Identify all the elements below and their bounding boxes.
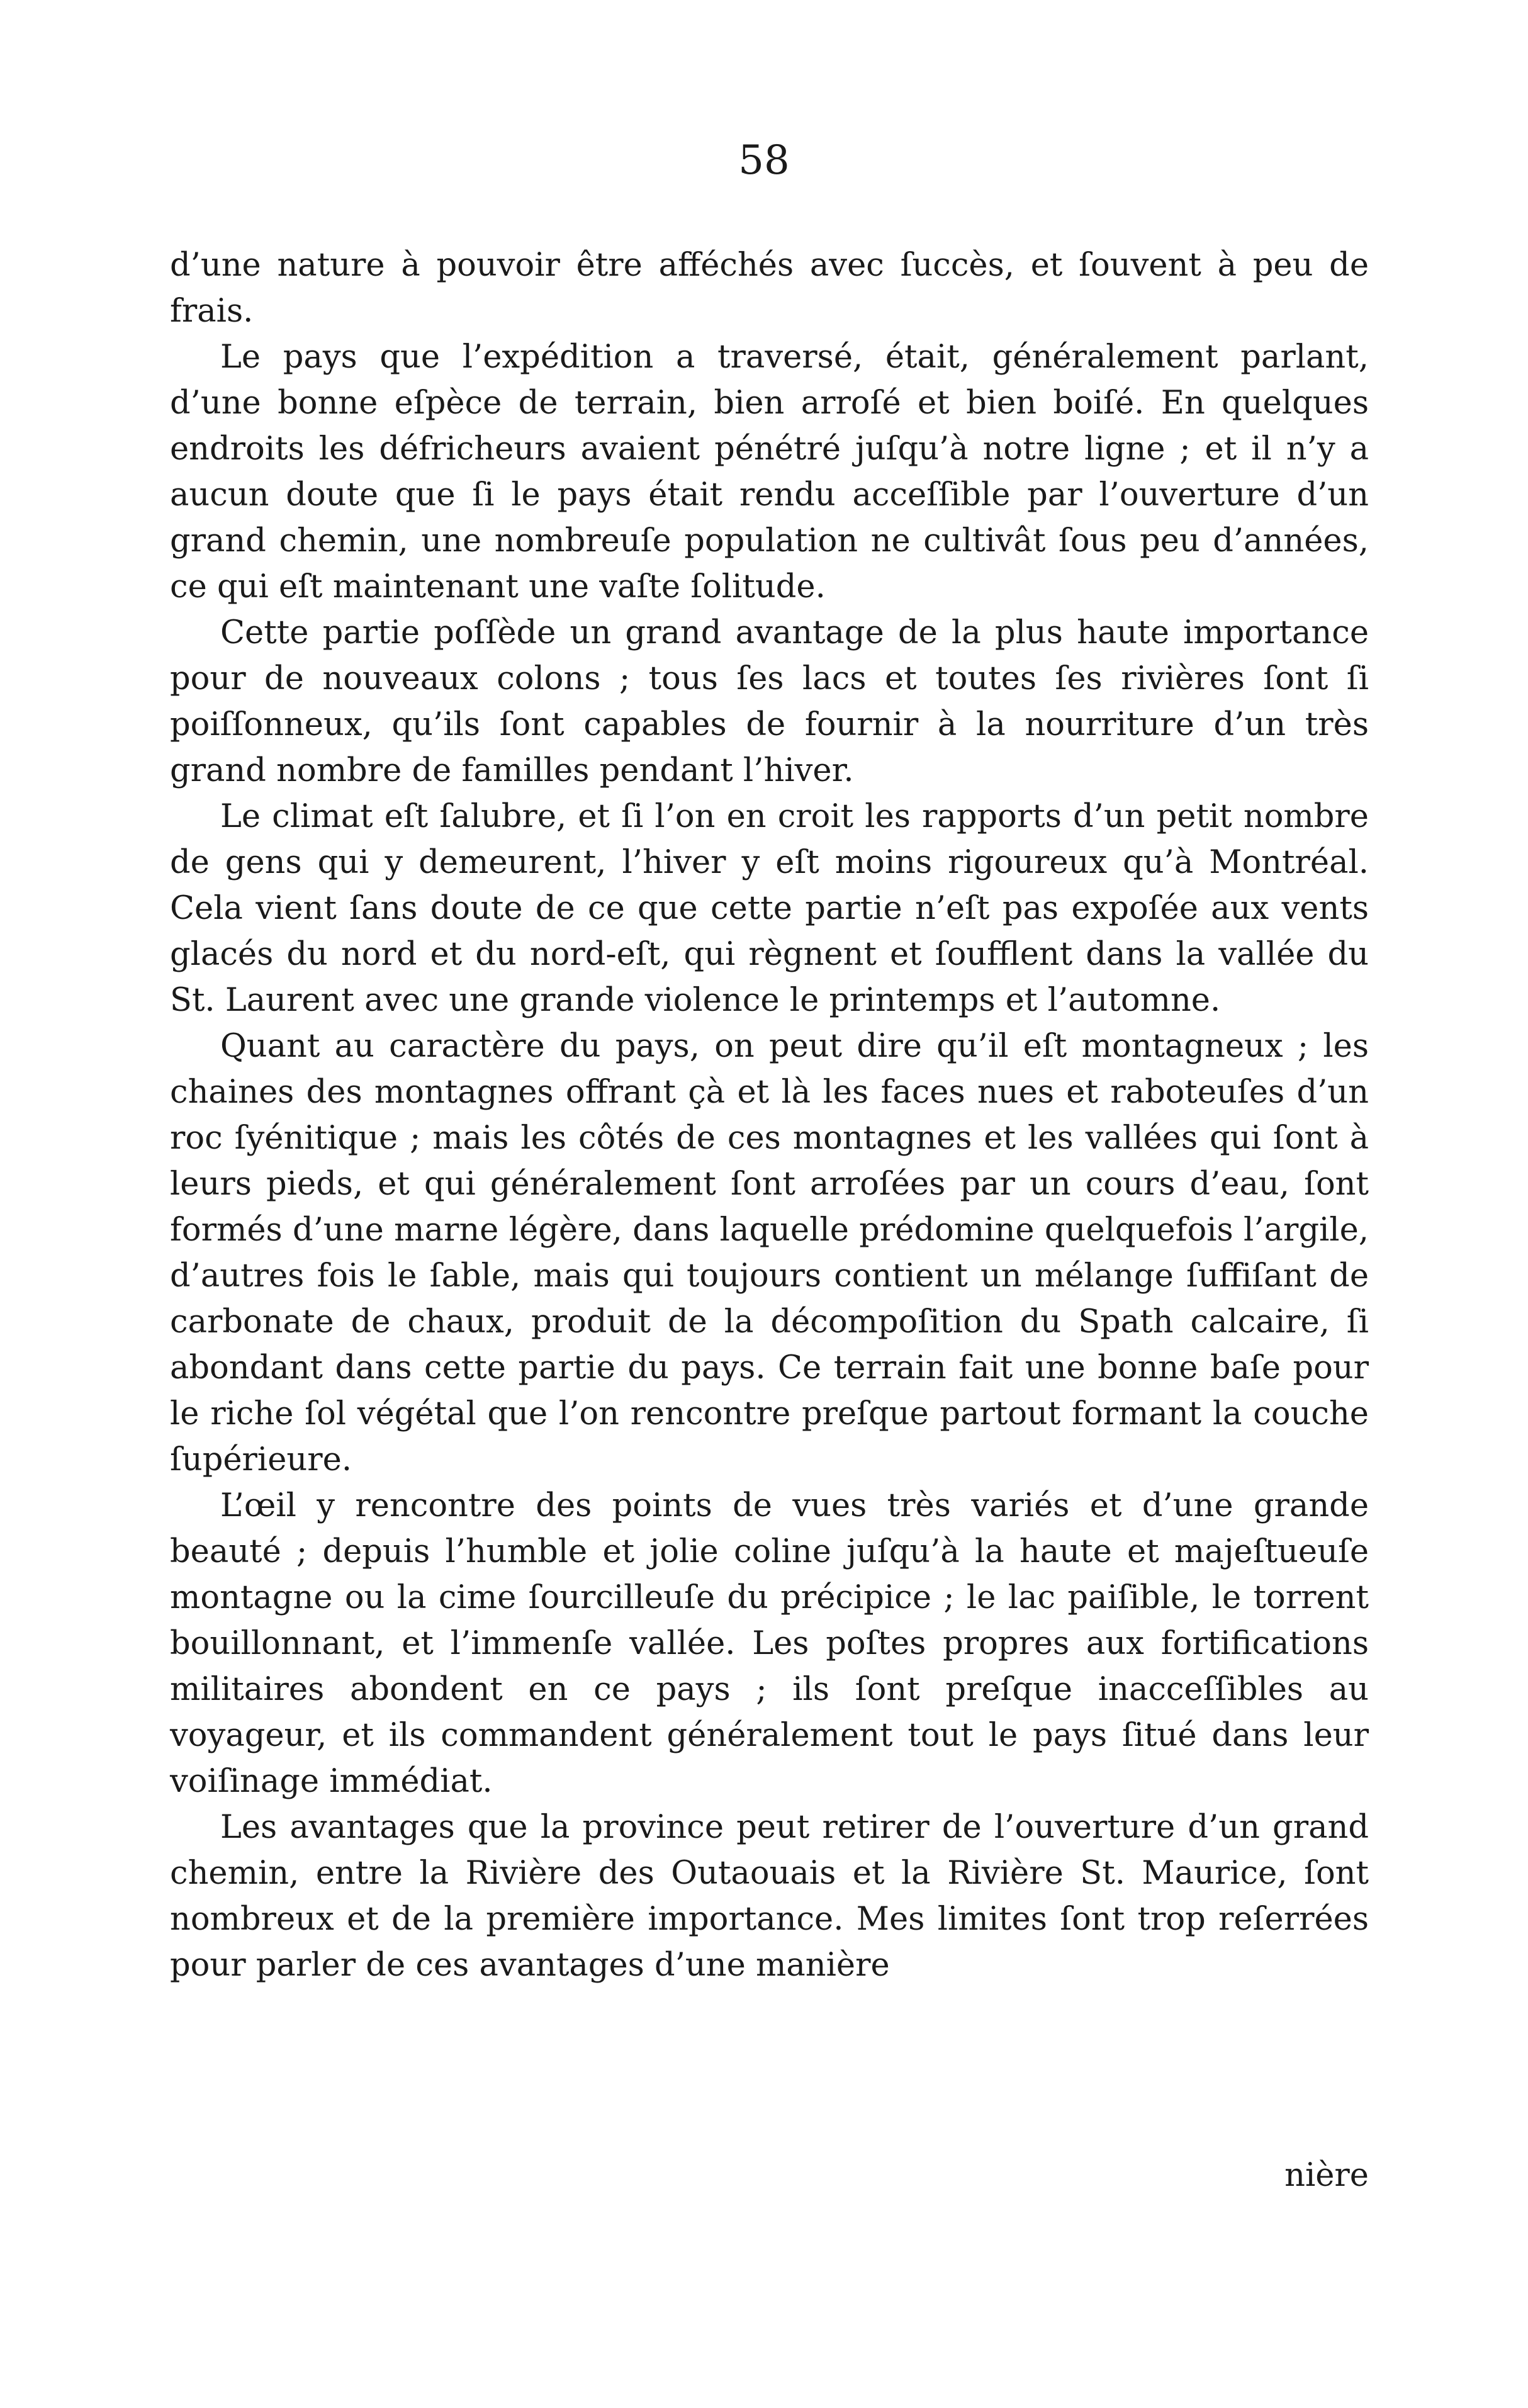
paragraph-1: d’une nature à pouvoir être afféchés avec ſuccès, et ſouvent à peu de frais. — [170, 247, 1369, 330]
page-number: 58 — [738, 137, 790, 184]
paragraph-7: Les avantages que la province peut retirer de l’ouverture d’un grand chemin, entre la Rivière des Outaouais et la Rivière St. Maurice, ſont nombreux et de la première importance. Mes limites ſont trop reſerrées pour parler de ces avantages d’une manière — [170, 1809, 1369, 1984]
paragraph-4: Le climat eſt ſalubre, et ſi l’on en croit les rapports d’un petit nombre de gens qui y demeurent, l’hiver y eſt moins rigoureux qu’à Montréal. Cela vient ſans doute de ce que cette partie n’eſt pas expoſée aux vents glacés du nord et du nord-eſt, qui règnent et ſoufflent dans la vallée du St. Laurent avec une grande violence le printemps et l’automne. — [170, 798, 1369, 1019]
paragraph-2: Le pays que l’expédition a traversé, était, généralement parlant, d’une bonne eſpèce de terrain, bien arroſé et bien boiſé. En quelques endroits les défricheurs avaient pénétré juſqu’à notre ligne ; et il n’y a aucun doute que ſi le pays était rendu acceſſible par l’ouverture d’un grand chemin, une nombreuſe population ne cultivât ſous peu d’années, ce qui eſt maintenant une vaſte ſolitude. — [170, 339, 1369, 605]
paragraph-6: L’œil y rencontre des points de vues très variés et d’une grande beauté ; depuis l’humble et jolie coline juſqu’à la haute et majeſtueuſe montagne ou la cime ſourcilleuſe du précipice ; le lac paiſible, le torrent bouillonnant, et l’immenſe vallée. Les poſtes propres aux fortifications militaires abondent en ce pays ; ils ſont preſque inacceſſibles au voyageur, et ils commandent généralement tout le pays ſitué dans leur voiſinage immédiat. — [170, 1487, 1369, 1800]
paragraph-3: Cette partie poſſède un grand avantage de la plus haute importance pour de nouveaux colons ; tous ſes lacs et toutes ſes rivières ſont ſi poiſſonneux, qu’ils ſont capables de fournir à la nourriture d’un très grand nombre de familles pendant l’hiver. — [170, 614, 1369, 789]
body-text — [170, 242, 1369, 1988]
paragraph-5: Quant au caractère du pays, on peut dire qu’il eſt montagneux ; les chaines des montagnes offrant çà et là les faces nues et raboteuſes d’un roc ſyénitique ; mais les côtés de ces montagnes et les vallées qui ſont à leurs pieds, et qui généralement ſont arroſées par un cours d’eau, ſont formés d’une marne légère, dans laquelle prédomine quelquefois l’argile, d’autres fois le ſable, mais qui toujours contient un mélange ſuffiſant de carbonate de chaux, produit de la décompoſition du Spath calcaire, ſi abondant dans cette partie du pays. Ce terrain fait une bonne baſe pour le riche ſol végétal que l’on rencontre preſque partout formant la couche ſupérieure. — [170, 1028, 1369, 1478]
catchword: nière — [1284, 2157, 1369, 2194]
